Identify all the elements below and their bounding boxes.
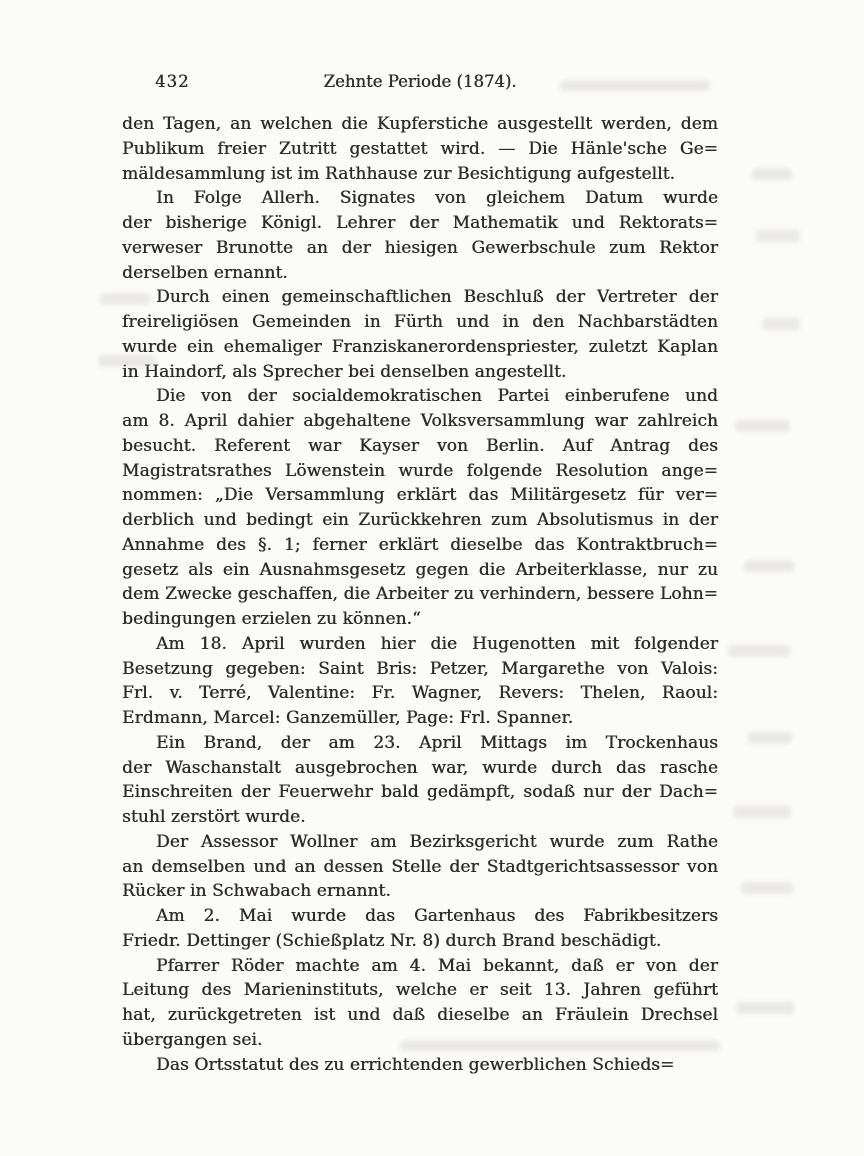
text-line: Das Ortsstatut des zu errichtenden gewerblichen Schieds=	[156, 1054, 675, 1075]
text-line: gesetz als ein Ausnahmsgesetz gegen die Arbeiterklasse, nur zu	[122, 559, 718, 580]
text-line: Rücker in Schwabach ernannt.	[122, 881, 391, 902]
bleed-through-smudge	[744, 560, 794, 572]
bleed-through-smudge	[728, 645, 790, 657]
text-line: verweser Brunotte an der hiesigen Gewerbschule zum Rektor	[122, 237, 718, 258]
text-line: In Folge Allerh. Signates von gleichem Datum wurde	[156, 188, 718, 209]
text-line: Publikum freier Zutritt gestattet wird. — Die Hänle'sche Ge=	[122, 138, 718, 159]
text-line: Der Assessor Wollner am Bezirksgericht wurde zum Rathe	[156, 831, 718, 852]
text-line: an demselben und an dessen Stelle der Stadtgerichtsassessor von	[122, 856, 718, 877]
text-line: am 8. April dahier abgehaltene Volksversammlung war zahlreich	[122, 411, 718, 431]
text-line: hat, zurückgetreten ist und daß dieselbe an Fräulein Drechsel	[122, 1005, 718, 1025]
text-line: mäldesammlung ist im Rathhause zur Besichtigung aufgestellt.	[122, 163, 676, 184]
text-line: Einschreiten der Feuerwehr bald gedämpft, sodaß nur der Dach=	[122, 782, 718, 803]
bleed-through-smudge	[735, 420, 790, 432]
text-line: Besetzung gegeben: Saint Bris: Petzer, Margarethe von Valois:	[122, 658, 718, 679]
running-header-title: Zehnte Periode (1874).	[323, 72, 517, 91]
text-line: besucht. Referent war Kayser von Berlin. Auf Antrag des	[122, 435, 718, 456]
bleed-through-smudge	[736, 1002, 794, 1014]
text-line: Magistratsrathes Löwenstein wurde folgende Resolution ange=	[122, 460, 718, 481]
body-text-block	[122, 112, 718, 1077]
text-line: in Haindorf, als Sprecher bei denselben angestellt.	[122, 361, 567, 382]
bleed-through-smudge	[98, 355, 156, 367]
text-line: bedingungen erzielen zu können.“	[122, 609, 421, 629]
text-line: dem Zwecke geschaffen, die Arbeiter zu verhindern, bessere Lohn=	[122, 584, 718, 605]
text-line: Pfarrer Röder machte am 4. Mai bekannt, daß er von der	[156, 955, 718, 976]
bleed-through-smudge	[752, 168, 792, 180]
bleed-through-smudge	[741, 882, 793, 894]
bleed-through-smudge	[400, 1040, 720, 1051]
text-line: Ein Brand, der am 23. April Mittags im Trockenhaus	[156, 732, 718, 753]
text-line: übergangen sei.	[122, 1029, 263, 1050]
text-line: Friedr. Dettinger (Schießplatz Nr. 8) durch Brand beschädigt.	[122, 930, 662, 951]
bleed-through-smudge	[100, 293, 150, 305]
bleed-through-smudge	[762, 318, 800, 330]
text-line: Die von der socialdemokratischen Partei einberufene und	[156, 386, 718, 407]
text-line: nommen: „Die Versammlung erklärt das Militärgesetz für ver=	[122, 485, 718, 506]
bleed-through-smudge	[756, 230, 800, 242]
text-line: der Waschanstalt ausgebrochen war, wurde durch das rasche	[122, 757, 718, 778]
text-line: Frl. v. Terré, Valentine: Fr. Wagner, Revers: Thelen, Raoul:	[122, 683, 718, 704]
text-line: Durch einen gemeinschaftlichen Beschluß der Vertreter der	[156, 287, 718, 308]
text-line: freireligiösen Gemeinden in Fürth und in den Nachbarstädten	[122, 312, 718, 332]
bleed-through-smudge	[560, 80, 710, 91]
text-line: Erdmann, Marcel: Ganzemüller, Page: Frl. Spanner.	[122, 708, 574, 728]
text-line: Am 2. Mai wurde das Gartenhaus des Fabrikbesitzers	[156, 906, 718, 926]
text-line: den Tagen, an welchen die Kupferstiche ausgestellt werden, dem	[122, 114, 718, 134]
bleed-through-smudge	[733, 806, 791, 818]
bleed-through-smudge	[748, 732, 792, 744]
text-line: Annahme des §. 1; ferner erklärt dieselbe das Kontraktbruch=	[122, 534, 718, 555]
text-line: wurde ein ehemaliger Franziskanerordenspriester, zuletzt Kaplan	[122, 336, 718, 357]
page-number: 432	[155, 72, 190, 91]
text-line: Am 18. April wurden hier die Hugenotten mit folgender	[156, 633, 718, 654]
text-line: Leitung des Marieninstituts, welche er seit 13. Jahren geführt	[122, 980, 718, 1001]
text-line: derblich und bedingt ein Zurückkehren zum Absolutismus in der	[122, 510, 718, 530]
text-line: derselben ernannt.	[122, 262, 288, 283]
text-line: der bisherige Königl. Lehrer der Mathematik und Rektorats=	[122, 213, 718, 233]
text-line: stuhl zerstört wurde.	[122, 807, 306, 827]
